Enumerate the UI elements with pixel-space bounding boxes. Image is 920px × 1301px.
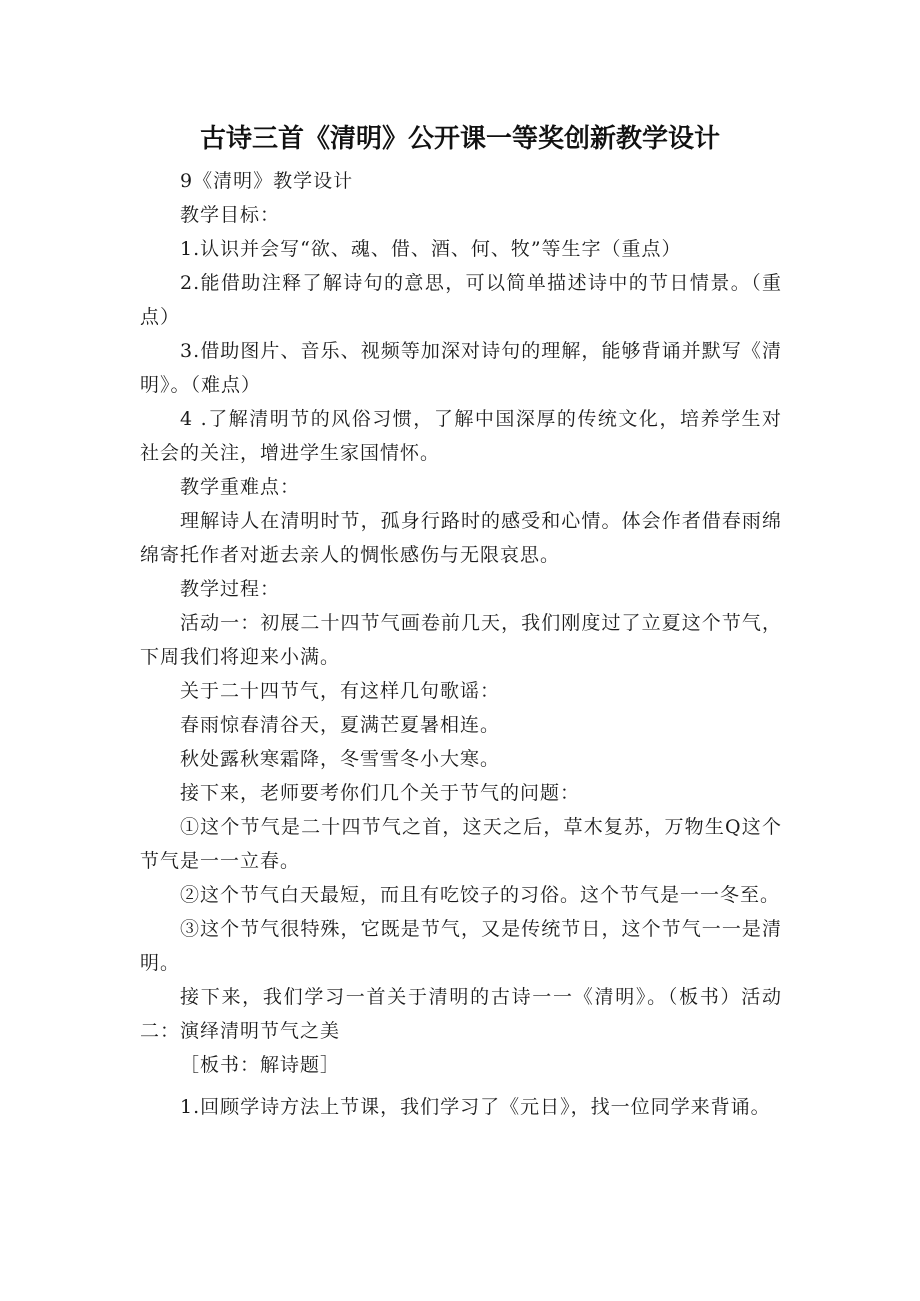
paragraph-key-points-heading: 教学重难点： — [180, 476, 301, 498]
paragraph-question-3: ③这个节气很特殊，它既是节气，又是传统节日，这个节气一一是清明。 — [140, 918, 782, 974]
paragraph-activity-2: 接下来，我们学习一首关于清明的古诗一一《清明》。（板书）活动二：演绎清明节气之美 — [140, 986, 782, 1042]
paragraph-question-2: ②这个节气白天最短，而且有吃饺子的习俗。这个节气是一一冬至。 — [180, 884, 781, 906]
paragraph-objective-4: 4 .了解清明节的风俗习惯，了解中国深厚的传统文化，培养学生对社会的关注，增进学生家国情怀。 — [140, 408, 782, 464]
paragraph-activity-1: 活动一：初展二十四节气画卷前几天，我们刚度过了立夏这个节气，下周我们将迎来小满。 — [140, 612, 782, 668]
paragraph-process-heading: 教学过程： — [180, 578, 281, 600]
paragraph-key-points: 理解诗人在清明时节，孤身行路时的感受和心情。体会作者借春雨绵绵寄托作者对逝去亲人的惆怅感伤与无限哀思。 — [140, 510, 782, 566]
paragraph-objective-1: 1.认识并会写“欲、魂、借、酒、何、牧”等生字（重点） — [180, 238, 682, 260]
paragraph-gap — [140, 1082, 782, 1090]
paragraph-board-note: ［板书：解诗题］ — [180, 1054, 341, 1076]
paragraph-objective-3: 3.借助图片、音乐、视频等加深对诗句的理解，能够背诵并默写《清明》。（难点） — [140, 340, 782, 396]
paragraph-rhyme-intro: 关于二十四节气，有这样几句歌谣： — [180, 680, 501, 702]
paragraph-question-1: ①这个节气是二十四节气之首，这天之后，草木复苏，万物生Q这个节气是一一立春。 — [140, 816, 782, 872]
paragraph-review: 1.回顾学诗方法上节课，我们学习了《元日》，找一位同学来背诵。 — [180, 1096, 771, 1118]
paragraph-objective-2: 2.能借助注释了解诗句的意思，可以简单描述诗中的节日情景。（重点） — [140, 272, 782, 328]
document-title: 古诗三首《清明》公开课一等奖创新教学设计 — [199, 124, 720, 154]
paragraph-objectives-heading: 教学目标： — [180, 204, 281, 226]
paragraph-questions-intro: 接下来，老师要考你们几个关于节气的问题： — [180, 782, 581, 804]
paragraph-rhyme-line-2: 秋处露秋寒霜降，冬雪雪冬小大寒。 — [180, 748, 501, 770]
paragraph-rhyme-line-1: 春雨惊春清谷天，夏满芒夏暑相连。 — [180, 714, 501, 736]
paragraph-lesson-heading: 9《清明》教学设计 — [180, 170, 354, 192]
document-body — [140, 164, 782, 1124]
